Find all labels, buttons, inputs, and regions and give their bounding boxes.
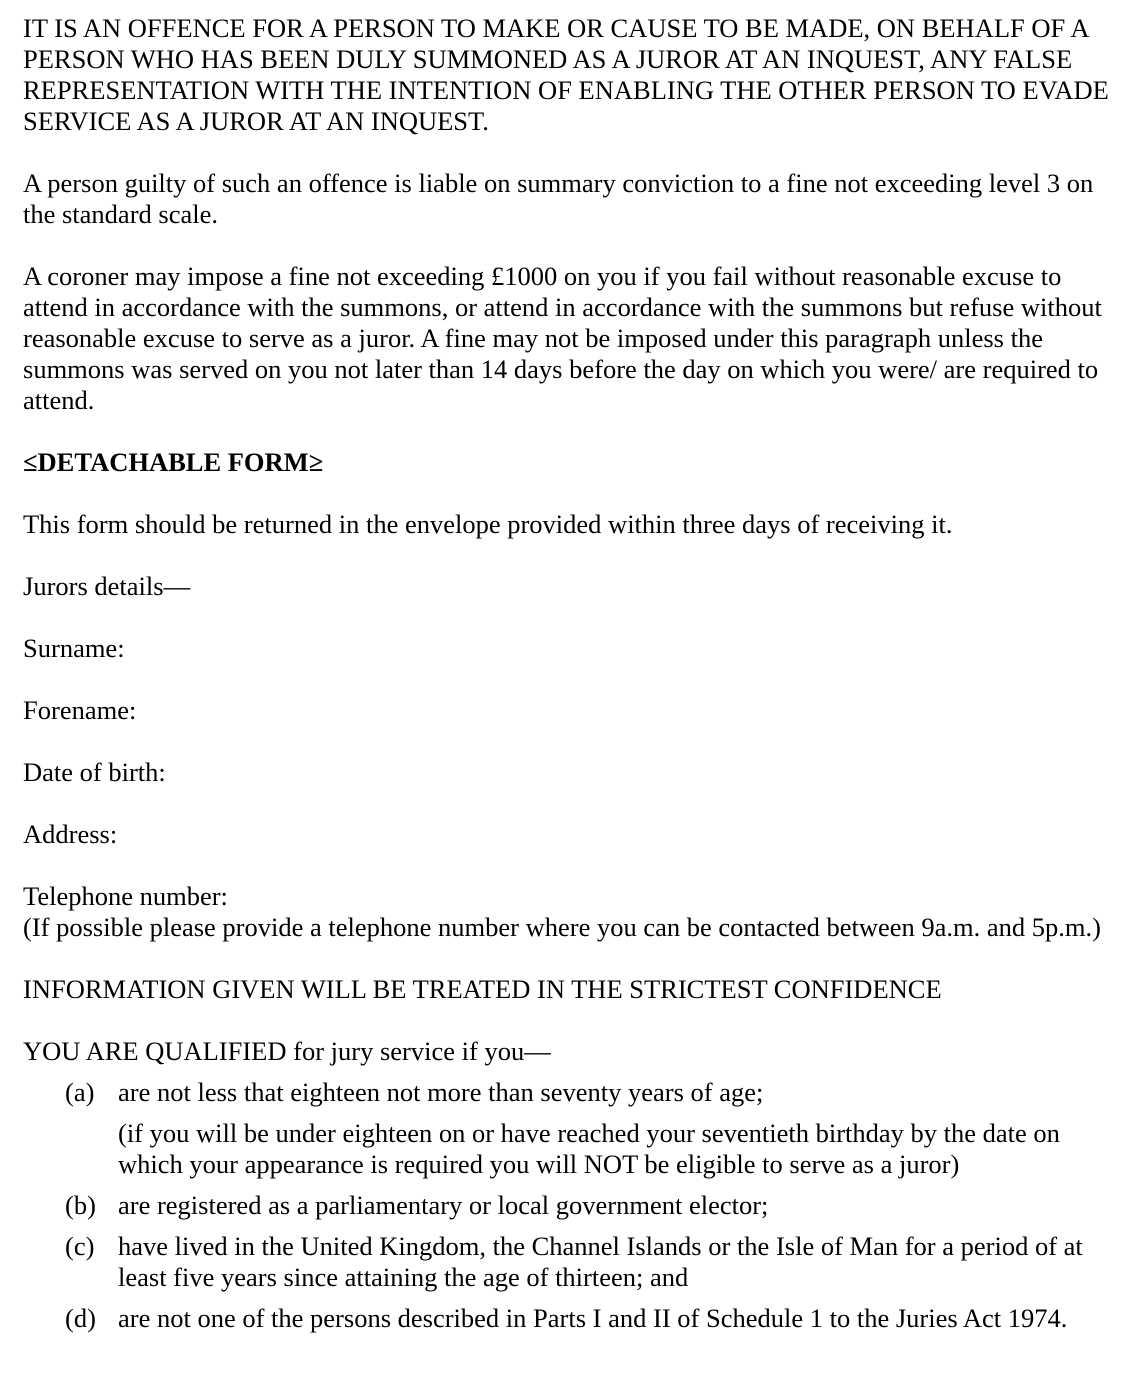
list-item-body (118, 1231, 1113, 1293)
list-item-text: are registered as a parliamentary or local government elector; (118, 1190, 769, 1220)
forename-field-label: Forename: (23, 695, 137, 725)
fine-paragraph: A coroner may impose a fine not exceeding £1000 on you if you fail without reasonable excuse to attend in accordance with the summons, or attend in accordance with the summons but refuse without reasonable excuse to serve as a juror. A fine may not be imposed under this paragraph unless the summons was served on you not later than 14 days before the day on which you were/ are required to attend. (23, 261, 1102, 415)
list-item-label: (a) (65, 1077, 95, 1107)
document-page (23, 13, 1113, 1334)
surname-field-label: Surname: (23, 633, 125, 663)
list-item (65, 1190, 1113, 1221)
list-item-note: (if you will be under eighteen on or have reached your seventieth birthday by the date on which your appearance is required you will NOT be eligible to serve as a juror) (118, 1118, 1060, 1179)
list-item-body (118, 1303, 1113, 1334)
jurors-details-heading: Jurors details— (23, 571, 191, 601)
list-item-label: (b) (65, 1190, 96, 1220)
list-item-body (118, 1190, 1113, 1221)
list-item (65, 1303, 1113, 1334)
list-item (65, 1077, 1113, 1180)
detachable-form-heading: ≤DETACHABLE FORM≥ (23, 447, 324, 477)
telephone-field-label: Telephone number: (23, 881, 228, 911)
list-item-label: (d) (65, 1303, 96, 1333)
telephone-note: (If possible please provide a telephone number where you can be contacted between 9a.m. and 5p.m.) (23, 912, 1101, 942)
date-of-birth-field-label: Date of birth: (23, 757, 166, 787)
address-field-label: Address: (23, 819, 118, 849)
list-item-body (118, 1077, 1113, 1180)
list-item-text: have lived in the United Kingdom, the Channel Islands or the Isle of Man for a period of at least five years since attaining the age of thirteen; and (118, 1231, 1083, 1292)
list-item (65, 1231, 1113, 1293)
confidentiality-notice: INFORMATION GIVEN WILL BE TREATED IN THE STRICTEST CONFIDENCE (23, 974, 942, 1004)
return-instruction: This form should be returned in the envelope provided within three days of receiving it. (23, 509, 953, 539)
qualification-intro: YOU ARE QUALIFIED for jury service if you— (23, 1036, 551, 1066)
list-item-text: are not less that eighteen not more than seventy years of age; (118, 1077, 764, 1107)
offence-warning: IT IS AN OFFENCE FOR A PERSON TO MAKE OR CAUSE TO BE MADE, ON BEHALF OF A PERSON WHO HAS BEEN DULY SUMMONED AS A JUROR AT AN INQUEST, ANY FALSE REPRESENTATION WITH THE INTENTION OF ENABLING THE OTHER PERSON TO EVADE SERVICE AS A JUROR AT AN INQUEST. (23, 13, 1109, 136)
list-item-text: are not one of the persons described in Parts I and II of Schedule 1 to the Juries Act 1974. (118, 1303, 1068, 1333)
penalty-paragraph: A person guilty of such an offence is liable on summary conviction to a fine not exceeding level 3 on the standard scale. (23, 168, 1094, 229)
qualification-list (23, 1077, 1113, 1334)
list-item-label: (c) (65, 1231, 95, 1261)
